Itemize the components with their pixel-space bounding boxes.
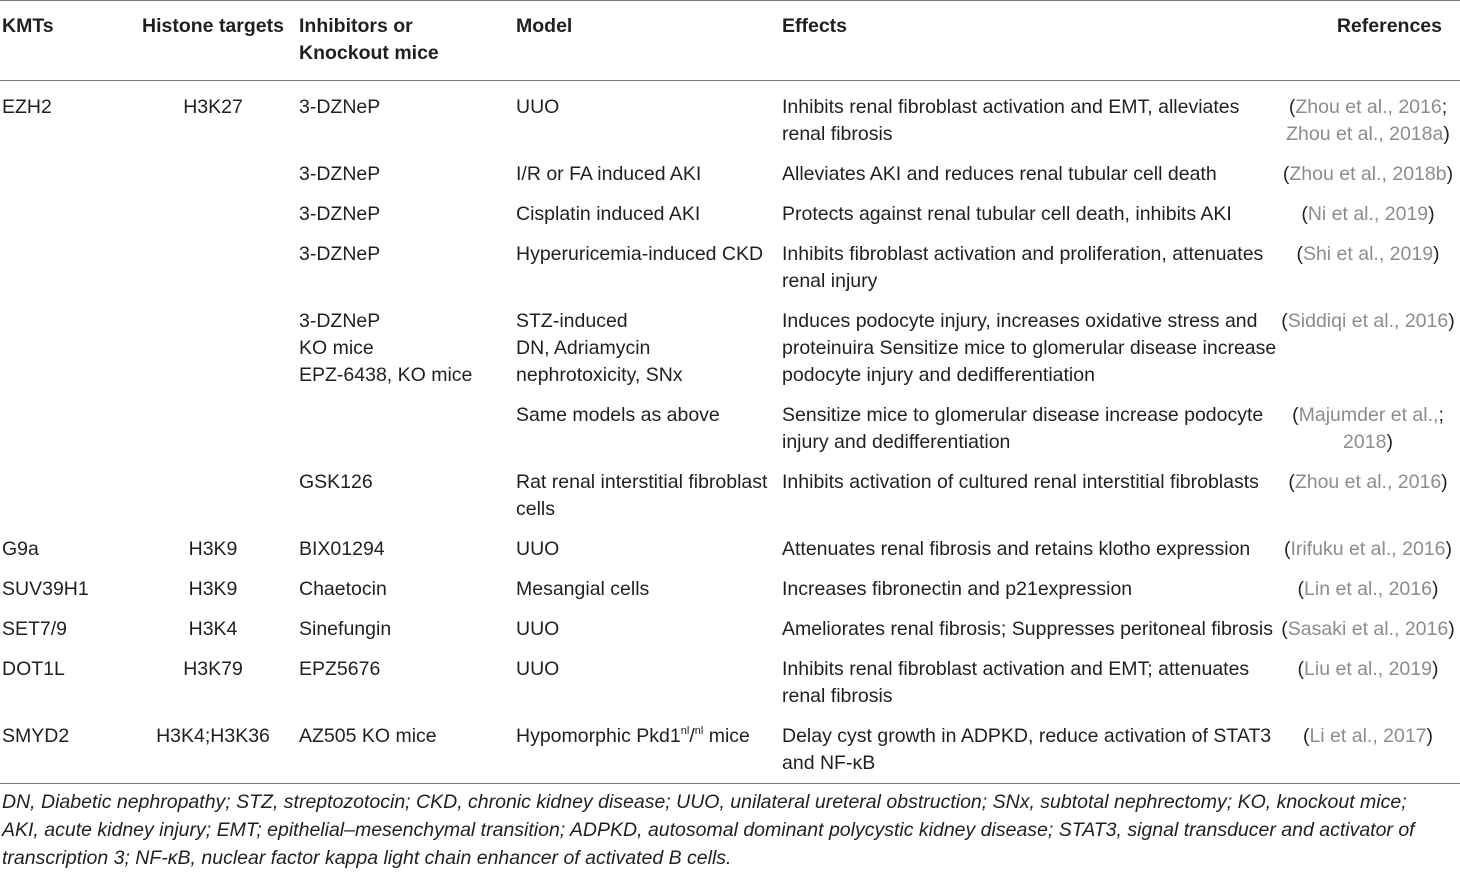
footnote-line: transcription 3; NF-κB, nuclear factor kappa light chain enhancer of activated B cells. — [2, 847, 732, 869]
reference-line — [1280, 402, 1456, 429]
model-line: Same models as above — [516, 404, 720, 426]
close-paren: ) — [1445, 538, 1452, 560]
reference-link[interactable]: Zhou et al., 2016 — [1295, 96, 1442, 118]
inhibitor-cell — [297, 295, 514, 389]
reference-line — [1280, 656, 1456, 683]
model-line: Hyperuricemia-induced CKD — [516, 243, 764, 265]
model-cell — [514, 81, 780, 149]
inhibitor-cell — [297, 603, 514, 643]
effects-line: podocyte injury and dedifferentiation — [782, 364, 1095, 386]
model-line — [516, 723, 780, 750]
reference-cell — [1280, 523, 1460, 563]
table-row — [0, 603, 1460, 643]
inhibitor-cell — [297, 456, 514, 523]
inhibitor-cell — [297, 710, 514, 784]
open-paren: ( — [1282, 163, 1290, 185]
header-inhibitors — [297, 1, 514, 81]
reference-link[interactable]: Sasaki et al., 2016 — [1287, 618, 1449, 640]
inhibitor-line: EPZ-6438, KO mice — [299, 364, 473, 386]
inhibitor-line: Sinefungin — [299, 618, 392, 640]
reference-cell — [1280, 710, 1460, 784]
reference-link[interactable]: 2018 — [1343, 431, 1387, 453]
effects-line: Alleviates AKI and reduces renal tubular cell death — [782, 163, 1217, 185]
open-paren: ( — [1297, 578, 1305, 600]
reference-cell — [1280, 643, 1460, 710]
reference-link[interactable]: Irifuku et al., 2016 — [1290, 538, 1446, 560]
kmt-cell — [0, 389, 127, 456]
effects-line: renal injury — [782, 270, 878, 292]
inhibitor-line: AZ505 KO mice — [299, 725, 437, 747]
effects-line: injury and dedifferentiation — [782, 431, 1011, 453]
footnote-line: DN, Diabetic nephropathy; STZ, streptozotocin; CKD, chronic kidney disease; UUO, unilateral ureteral obstruction; SNx, subtotal nephrectomy; KO, knockout mice; — [2, 791, 1407, 813]
open-paren: ( — [1281, 310, 1288, 332]
effects-line: renal fibrosis — [782, 685, 893, 707]
kmt-cell: G9a — [2, 538, 39, 560]
reference-cell — [1280, 603, 1460, 643]
reference-line — [1280, 94, 1456, 121]
open-paren: ( — [1302, 725, 1310, 747]
histone-target-cell — [127, 389, 297, 456]
effects-line: Inhibits fibroblast activation and proliferation, attenuates — [782, 243, 1264, 265]
model-superscript: nl — [694, 725, 704, 737]
effects-line: Ameliorates renal fibrosis; Suppresses peritoneal fibrosis — [782, 618, 1273, 640]
reference-link[interactable]: Liu et al., 2019 — [1304, 658, 1432, 680]
header-effects: Effects — [780, 1, 1280, 81]
inhibitor-cell — [297, 523, 514, 563]
model-line: UUO — [516, 96, 560, 118]
histone-target-cell — [127, 148, 297, 188]
reference-link[interactable]: Zhou et al., 2018b — [1289, 163, 1447, 185]
open-paren: ( — [1296, 243, 1303, 265]
model-line: Mesangial cells — [516, 578, 650, 600]
inhibitor-cell — [297, 81, 514, 149]
inhibitor-line: GSK126 — [299, 471, 373, 493]
reference-cell — [1280, 148, 1460, 188]
reference-link[interactable]: Zhou et al., 2016 — [1294, 471, 1442, 493]
effects-line: Increases fibronectin and p21expression — [782, 578, 1133, 600]
model-line: cells — [516, 498, 556, 520]
inhibitor-line: Chaetocin — [299, 578, 387, 600]
inhibitor-cell — [297, 643, 514, 710]
open-paren: ( — [1297, 658, 1305, 680]
inhibitor-line: EPZ5676 — [299, 658, 381, 680]
table-row — [0, 228, 1460, 295]
reference-link[interactable]: Siddiqi et al., 2016 — [1287, 310, 1449, 332]
reference-line — [1280, 469, 1456, 496]
close-paren: ) — [1441, 471, 1448, 493]
reference-line — [1280, 576, 1456, 603]
histone-target-cell — [127, 188, 297, 228]
reference-line — [1280, 616, 1456, 643]
inhibitor-cell — [297, 228, 514, 295]
model-text: mice — [703, 725, 750, 747]
header-references: References — [1280, 1, 1460, 81]
inhibitor-line: 3-DZNeP — [299, 310, 381, 332]
header-inhibitors-line2: Knockout mice — [299, 42, 439, 64]
histone-target-cell: H3K27 — [183, 96, 243, 118]
effects-line: Sensitize mice to glomerular disease increase podocyte — [782, 404, 1264, 426]
model-text: Hypomorphic Pkd1 — [516, 725, 681, 747]
model-line: nephrotoxicity, SNx — [516, 364, 683, 386]
effects-cell — [780, 456, 1280, 523]
open-paren: ( — [1288, 96, 1296, 118]
open-paren: ( — [1288, 471, 1295, 493]
effects-line: Protects against renal tubular cell death, inhibits AKI — [782, 203, 1232, 225]
close-paren: ) — [1446, 163, 1454, 185]
reference-link[interactable]: Shi et al., 2019 — [1302, 243, 1434, 265]
model-cell — [514, 188, 780, 228]
model-line: Cisplatin induced AKI — [516, 203, 701, 225]
reference-link[interactable]: Majumder et al., — [1298, 404, 1439, 426]
table-row — [0, 81, 1460, 149]
reference-cell — [1280, 563, 1460, 603]
table-row — [0, 563, 1460, 603]
effects-cell — [780, 563, 1280, 603]
table-row — [0, 523, 1460, 563]
reference-link[interactable]: Lin et al., 2016 — [1304, 578, 1432, 600]
effects-cell — [780, 523, 1280, 563]
inhibitor-line: BIX01294 — [299, 538, 385, 560]
open-paren: ( — [1281, 618, 1288, 640]
effects-cell — [780, 710, 1280, 784]
effects-line: Inhibits renal fibroblast activation and EMT; attenuates — [782, 658, 1250, 680]
effects-cell — [780, 228, 1280, 295]
model-line: UUO — [516, 658, 560, 680]
effects-line: and NF-κB — [782, 752, 876, 774]
model-line: DN, Adriamycin — [516, 337, 651, 359]
close-paren: ) — [1443, 123, 1450, 145]
header-kmts: KMTs — [0, 1, 127, 81]
reference-link[interactable]: Ni et al., 2019 — [1307, 203, 1429, 225]
histone-target-cell — [127, 228, 297, 295]
model-cell — [514, 228, 780, 295]
kmt-cell: SUV39H1 — [2, 578, 89, 600]
open-paren: ( — [1283, 538, 1291, 560]
model-cell — [514, 456, 780, 523]
model-cell — [514, 148, 780, 188]
model-cell — [514, 295, 780, 389]
reference-link[interactable]: Li et al., 2017 — [1309, 725, 1427, 747]
kmt-cell — [0, 295, 127, 389]
reference-line — [1280, 308, 1456, 335]
reference-cell — [1280, 188, 1460, 228]
reference-cell — [1280, 228, 1460, 295]
model-superscript: nl — [680, 725, 690, 737]
table-row — [0, 295, 1460, 389]
effects-line: Inhibits activation of cultured renal interstitial fibroblasts — [782, 471, 1259, 493]
kmt-cell — [0, 456, 127, 523]
header-row — [0, 1, 1460, 81]
model-cell — [514, 643, 780, 710]
reference-cell — [1280, 295, 1460, 389]
inhibitor-line: 3-DZNeP — [299, 96, 381, 118]
separator: ; — [1438, 404, 1444, 426]
footnote-line: AKI, acute kidney injury; EMT; epithelial–mesenchymal transition; ADPKD, autosomal dominant polycystic kidney disease; STAT3, signal transducer and activator of — [2, 819, 1415, 841]
inhibitor-cell — [297, 188, 514, 228]
close-paren: ) — [1386, 431, 1393, 453]
reference-line — [1280, 201, 1456, 228]
model-line: Rat renal interstitial fibroblast — [516, 471, 768, 493]
close-paren: ) — [1431, 578, 1439, 600]
table-row — [0, 389, 1460, 456]
effects-line: Delay cyst growth in ADPKD, reduce activation of STAT3 — [782, 725, 1272, 747]
inhibitor-cell — [297, 389, 514, 456]
inhibitor-line: 3-DZNeP — [299, 203, 381, 225]
close-paren: ) — [1433, 243, 1440, 265]
model-cell — [514, 389, 780, 456]
reference-line — [1280, 121, 1456, 148]
open-paren: ( — [1292, 404, 1299, 426]
table-row — [0, 188, 1460, 228]
reference-line — [1280, 241, 1456, 268]
kmt-cell — [0, 228, 127, 295]
effects-line: renal fibrosis — [782, 123, 893, 145]
model-text: / — [689, 725, 695, 747]
reference-line — [1280, 429, 1456, 456]
table-row — [0, 148, 1460, 188]
effects-cell — [780, 148, 1280, 188]
histone-target-cell: H3K9 — [188, 538, 238, 560]
kmt-cell — [0, 148, 127, 188]
inhibitor-line: KO mice — [299, 337, 374, 359]
effects-cell — [780, 295, 1280, 389]
effects-line: proteinuira Sensitize mice to glomerular disease increase — [782, 337, 1277, 359]
histone-target-cell: H3K4 — [188, 618, 238, 640]
histone-target-cell — [127, 456, 297, 523]
histone-target-cell: H3K79 — [183, 658, 243, 680]
effects-line: Induces podocyte injury, increases oxidative stress and — [782, 310, 1258, 332]
effects-cell — [780, 643, 1280, 710]
kmt-cell: DOT1L — [2, 658, 65, 680]
reference-cell — [1280, 456, 1460, 523]
kmt-cell: SET7/9 — [2, 618, 68, 640]
effects-cell — [780, 81, 1280, 149]
model-cell — [514, 563, 780, 603]
inhibitor-cell — [297, 148, 514, 188]
table-row — [0, 456, 1460, 523]
close-paren: ) — [1431, 658, 1439, 680]
model-cell — [514, 523, 780, 563]
kmt-cell: EZH2 — [2, 96, 52, 118]
histone-target-cell — [127, 295, 297, 389]
effects-cell — [780, 603, 1280, 643]
table-footnote — [2, 788, 1452, 872]
model-line: STZ-induced — [516, 310, 628, 332]
table-row — [0, 710, 1460, 784]
table-row — [0, 643, 1460, 710]
model-line: I/R or FA induced AKI — [516, 163, 702, 185]
close-paren: ) — [1428, 203, 1435, 225]
inhibitor-cell — [297, 563, 514, 603]
model-cell — [514, 603, 780, 643]
header-model: Model — [514, 1, 780, 81]
reference-line — [1280, 161, 1456, 188]
reference-link[interactable]: Zhou et al., 2018a — [1286, 123, 1444, 145]
kmt-cell — [0, 188, 127, 228]
kmt-cell: SMYD2 — [0, 710, 127, 784]
inhibitor-line: 3-DZNeP — [299, 243, 381, 265]
reference-line — [1280, 536, 1456, 563]
histone-target-cell: H3K9 — [188, 578, 238, 600]
open-paren: ( — [1301, 203, 1308, 225]
reference-cell — [1280, 389, 1460, 456]
model-line: UUO — [516, 538, 560, 560]
effects-cell — [780, 188, 1280, 228]
effects-line: Inhibits renal fibroblast activation and EMT, alleviates — [782, 96, 1240, 118]
model-cell — [514, 710, 780, 784]
effects-line: Attenuates renal fibrosis and retains klotho expression — [782, 538, 1251, 560]
header-histone-targets: Histone targets — [127, 1, 297, 81]
reference-cell — [1280, 81, 1460, 149]
inhibitor-line: 3-DZNeP — [299, 163, 381, 185]
model-line: UUO — [516, 618, 560, 640]
histone-target-cell: H3K4;H3K36 — [127, 710, 297, 784]
close-paren: ) — [1448, 310, 1455, 332]
close-paren: ) — [1448, 618, 1455, 640]
separator: ; — [1441, 96, 1448, 118]
reference-line — [1280, 723, 1456, 750]
effects-cell — [780, 389, 1280, 456]
close-paren: ) — [1426, 725, 1434, 747]
header-inhibitors-line1: Inhibitors or — [299, 15, 413, 37]
